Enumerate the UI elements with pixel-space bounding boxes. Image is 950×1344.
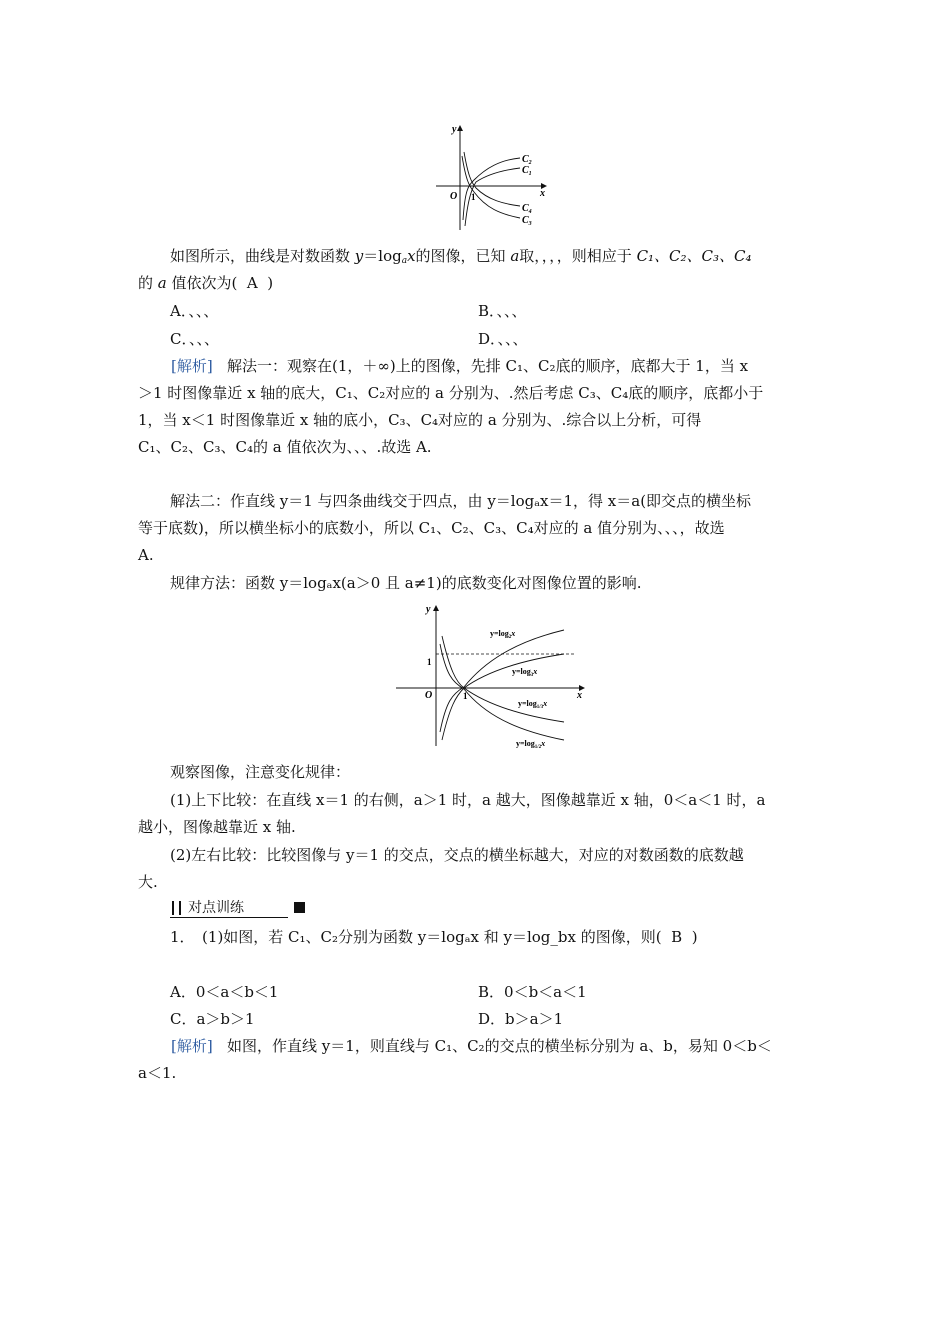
solution2-line-2: 等于底数)，所以横坐标小的底数小，所以 C₁、C₂、C₃、C₄对应的 a 值分别为、、、，故选 (138, 519, 725, 537)
x-axis-label: x (577, 690, 582, 701)
observe-line-4: 大. (138, 873, 158, 891)
solution2-line-3: A. (138, 546, 154, 564)
observe-line-3: (2)左右比较：比较图像与 y＝1 的交点，交点的横坐标越大，对应的对数函数的底数越 (170, 846, 744, 864)
square-marker (294, 902, 305, 913)
curve-c3 (462, 156, 520, 218)
label-c2: $C_2$ (522, 154, 532, 166)
solution-line-2: ＞1 时图像靠近 x 轴的底大，C₁、C₂对应的 a 分别为、.然后考虑 C₃、C₄底的顺序，底都小于 (138, 384, 764, 402)
origin-label: O (425, 690, 433, 701)
q1-option-c: C．a＞b＞1 (170, 1010, 255, 1028)
option-c: C．、、、 (170, 330, 219, 348)
q1-option-d: D．b＞a＞1 (478, 1010, 564, 1028)
solution-line-1: [解析] 解法一：观察在(1，＋∞)上的图像，先排 C₁、C₂底的顺序，底都大于 1，当 x (171, 357, 749, 375)
q1-option-a: A．0＜a＜b＜1 (170, 983, 279, 1001)
section-heading (170, 898, 290, 918)
y-axis-label: y (452, 124, 457, 135)
question-line-2: 的 a 值依次为( A ) (138, 274, 274, 292)
figure-log-base-comparison (394, 602, 590, 750)
option-a: A．、、、 (170, 302, 219, 320)
option-d: D．、、、 (478, 330, 528, 348)
analysis-tag-2: [解析] (171, 1037, 213, 1055)
label-c3: $C_3$ (522, 215, 532, 227)
question-line-1: 如图所示，曲线是对数函数 $y=\log_ax$的图像，已知 a取，，，，则相应于 C₁、C₂、C₃、C₄ (170, 247, 752, 266)
observe-line-1: (1)上下比较：在直线 x＝1 的右侧，a＞1 时，a 越大，图像越靠近 x 轴，0＜a＜1 时，a (170, 791, 766, 809)
figure-log-curves-c1-c4 (434, 120, 554, 232)
origin-label: O (450, 191, 458, 202)
curve-log13 (442, 636, 564, 722)
q1-option-b: B．0＜b＜a＜1 (478, 983, 587, 1001)
one-x-label: 1 (463, 691, 468, 701)
option-b: B．、、、 (478, 302, 527, 320)
label-log13: $y=\log_{1/3}x$ (518, 699, 548, 710)
q1-text: 1． (1)如图，若 C₁、C₂分别为函数 y＝logₐx 和 y＝log_bx 的图像，则( B ) (170, 928, 698, 946)
label-c1: $C_1$ (522, 165, 532, 177)
analysis-tag: [解析] (171, 357, 213, 375)
observe-intro: 观察图像，注意变化规律： (170, 763, 351, 781)
one-y-label: 1 (427, 657, 432, 667)
solution-line-4: C₁、C₂、C₃、C₄的 a 值依次为、、、.故选 A. (138, 438, 432, 456)
curve-log12 (440, 644, 564, 740)
label-log12: $y=\log_{1/2}x$ (516, 739, 546, 750)
curve-log3 (442, 654, 564, 740)
label-c4: $C_4$ (522, 203, 532, 215)
solution-line-3: 1，当 x＜1 时图像靠近 x 轴的底小，C₃、C₄对应的 a 分别为、.综合以上分析，可得 (138, 411, 702, 429)
q1-solution-line-2: a＜1. (138, 1064, 177, 1082)
label-log2: $y=\log_2x$ (490, 629, 516, 640)
observe-line-2: 越小，图像越靠近 x 轴. (138, 818, 296, 836)
x-axis-label: x (540, 188, 545, 199)
section-title: 对点训练 (188, 900, 244, 916)
y-axis-label: y (426, 604, 431, 615)
rule-method: 规律方法：函数 y＝logₐx(a＞0 且 a≠1)的底数变化对图像位置的影响. (170, 574, 642, 592)
q1-solution-line-1: [解析] 如图，作直线 y＝1，则直线与 C₁、C₂的交点的横坐标分别为 a、b，易知 0＜b＜ (171, 1037, 772, 1055)
curve-log2 (440, 630, 564, 732)
label-log3: $y=\log_3x$ (512, 667, 538, 678)
one-label: 1 (471, 192, 476, 202)
answer-letter: A (246, 274, 258, 292)
solution2-line-1: 解法二：作直线 y＝1 与四条曲线交于四点，由 y＝logₐx＝1，得 x＝a(即交点的横坐标 (170, 492, 752, 510)
q1-answer: B (671, 928, 683, 946)
